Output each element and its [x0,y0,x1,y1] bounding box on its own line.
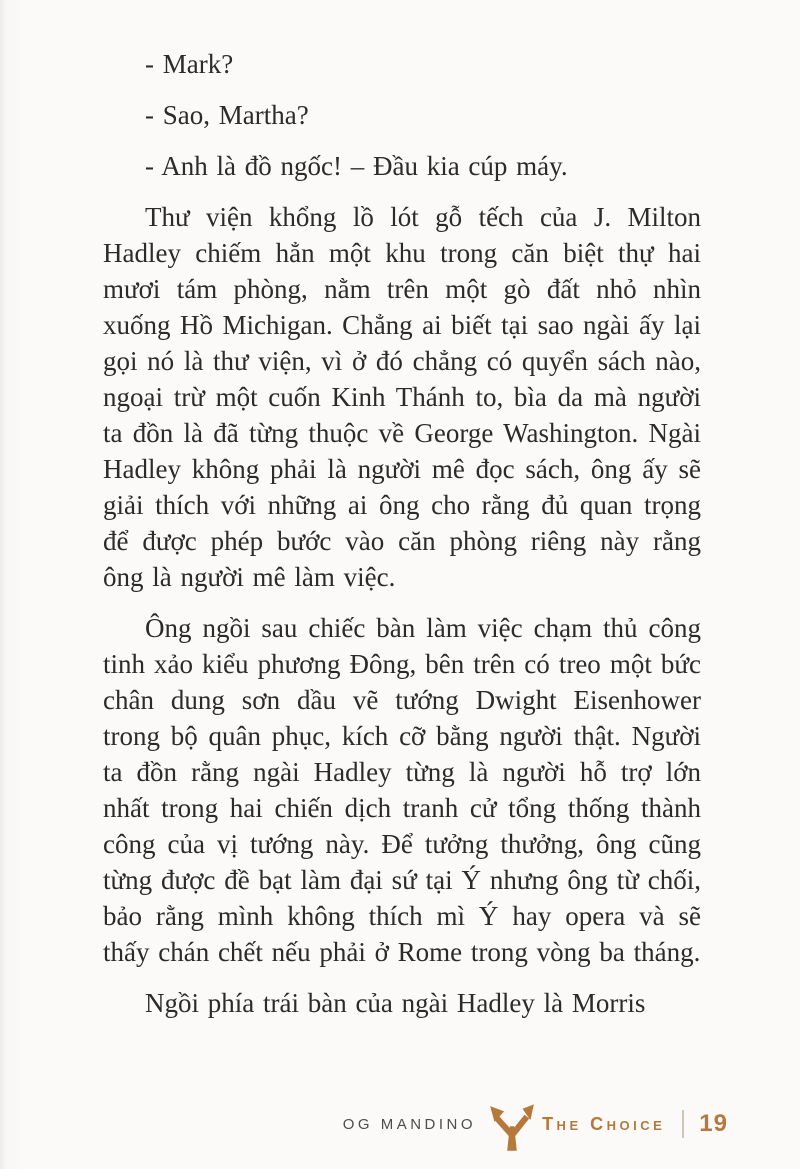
page-number: 19 [699,1110,728,1137]
paragraph: Ông ngồi sau chiếc bàn làm việc chạm thủ công tinh xảo kiểu phương Đông, bên trên có treo một bức chân dung sơn dầu vẽ tướng Dwight Eisenhower trong bộ quân phục, kích cỡ bằng người thật. Người ta đồn rằng ngài Hadley từng là người hỗ trợ lớn nhất trong hai chiến dịch tranh cử tổng thống thành công của vị tướng này. Để tưởng thưởng, ông cũng từng được đề bạt làm đại sứ tại Ý nhưng ông từ chối, bảo rằng mình không thích mì Ý hay opera và sẽ thấy chán chết nếu phải ở Rome trong vòng ba tháng. [103,613,701,967]
dialogue-line: - Sao, Martha? [145,100,309,130]
book-title: The Choice [542,1113,666,1134]
footer-divider [682,1110,684,1138]
dialogue-line: - Anh là đồ ngốc! – Đầu kia cúp máy. [145,151,568,181]
choice-fork-logo-icon [484,1103,540,1153]
page-text [103,46,701,1036]
page-footer [343,1099,728,1149]
dialogue-line: - Mark? [145,49,234,79]
scan-edge-shadow [0,0,26,1169]
paragraph: Thư viện khổng lồ lót gỗ tếch của J. Milton Hadley chiếm hẳn một khu trong căn biệt thự hai mươi tám phòng, nằm trên một gò đất nhỏ nhìn xuống Hồ Michigan. Chẳng ai biết tại sao ngài ấy lại gọi nó là thư viện, vì ở đó chẳng có quyển sách nào, ngoại trừ một cuốn Kinh Thánh to, bìa da mà người ta đồn là đã từng thuộc về George Washington. Ngài Hadley không phải là người mê đọc sách, ông ấy sẽ giải thích với những ai ông cho rằng đủ quan trọng để được phép bước vào căn phòng riêng này rằng ông là người mê làm việc. [103,202,701,592]
paragraph: Ngồi phía trái bàn của ngài Hadley là Morris [145,988,646,1018]
author-name: OG MANDINO [342,1115,477,1133]
